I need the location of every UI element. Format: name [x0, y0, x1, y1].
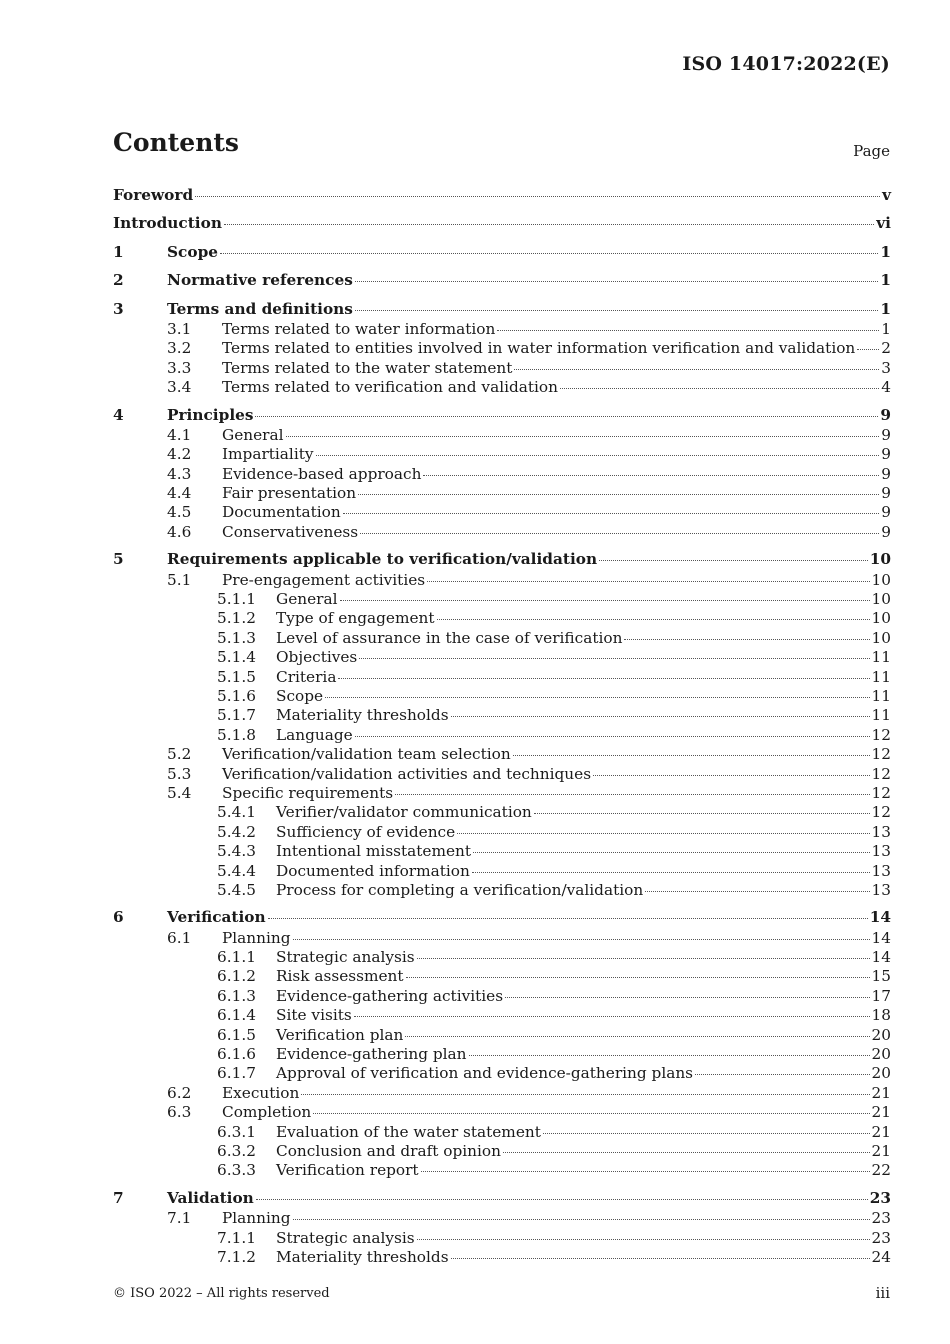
toc-entry-title: Execution [222, 1083, 300, 1102]
toc-entry-page: 14 [871, 948, 891, 967]
toc-entry-number: 6.1.5 [217, 1025, 256, 1044]
toc-dot-leader [513, 754, 870, 756]
toc-entry-title: Validation [167, 1188, 254, 1207]
toc-entry-number: 6 [113, 908, 124, 927]
toc-entry-page: 1 [880, 299, 891, 318]
toc-entry-number: 6.3.2 [217, 1141, 256, 1160]
toc-entry[interactable] [113, 1045, 891, 1064]
toc-entry-page: 1 [880, 242, 891, 261]
page-column-label: Page [853, 142, 890, 160]
toc-entry[interactable] [113, 967, 891, 986]
toc-entry-title: Foreword [113, 186, 194, 204]
toc-entry-page: 11 [871, 706, 891, 725]
toc-dot-leader [405, 1035, 869, 1037]
toc-entry[interactable] [113, 726, 891, 745]
toc-entry[interactable] [113, 445, 891, 464]
toc-entry-number: 5.4.4 [217, 861, 256, 880]
toc-entry-number: 5.4.1 [217, 803, 256, 822]
toc-entry-title: Normative references [167, 271, 353, 290]
toc-entry-title: Terms and definitions [167, 299, 353, 318]
toc-entry-page: 10 [869, 550, 891, 569]
toc-entry-number: 5.2 [167, 745, 192, 764]
toc-entry-title: Evidence-based approach [222, 464, 422, 483]
toc-entry[interactable] [113, 745, 891, 764]
toc-entry-page: 24 [871, 1247, 891, 1266]
toc-entry-page: 14 [869, 908, 891, 927]
toc-entry-number: 3.3 [167, 358, 192, 377]
toc-entry[interactable] [113, 842, 891, 861]
toc-dot-leader [293, 1218, 870, 1220]
toc-entry-page: 12 [871, 783, 891, 802]
toc-dot-leader [514, 368, 879, 370]
toc-entry-page: 17 [871, 986, 891, 1005]
toc-entry-number: 5.1.3 [217, 628, 256, 647]
toc-entry-title: Risk assessment [276, 967, 404, 986]
toc-entry-title: Specific requirements [222, 783, 394, 802]
toc-entry[interactable] [113, 948, 891, 967]
toc-entry[interactable] [113, 292, 891, 320]
toc-dot-leader [355, 735, 870, 737]
toc-dot-leader [224, 223, 874, 225]
toc-dot-leader [645, 890, 869, 892]
toc-entry-number: 5.1 [167, 570, 192, 589]
toc-dot-leader [451, 715, 870, 717]
toc-entry[interactable] [113, 590, 891, 609]
toc-entry[interactable] [113, 186, 891, 206]
toc-entry-number: 5.1.1 [217, 590, 256, 609]
toc-entry-page: 13 [871, 842, 891, 861]
toc-entry-page: 9 [881, 503, 891, 522]
toc-entry-page: 9 [881, 484, 891, 503]
toc-entry-title: Terms related to water information [222, 319, 496, 338]
toc-dot-leader [469, 1054, 870, 1056]
toc-entry-page: 20 [871, 1025, 891, 1044]
toc-entry-page: vi [876, 214, 891, 233]
toc-entry-page: 12 [871, 803, 891, 822]
toc-entry-title: Evaluation of the water statement [276, 1122, 541, 1141]
toc-entry-title: Process for completing a verification/validation [276, 880, 644, 899]
toc-dot-leader [355, 280, 879, 282]
toc-entry-title: Requirements applicable to verification/validation [167, 550, 598, 569]
toc-entry[interactable] [113, 320, 891, 339]
toc-entry-title: Evidence-gathering activities [276, 986, 504, 1005]
page-number: iii [875, 1284, 890, 1302]
toc-dot-leader [421, 1170, 870, 1172]
toc-entry-number: 3.2 [167, 339, 192, 358]
toc-entry[interactable] [113, 1084, 891, 1103]
toc-entry-page: v [882, 186, 891, 204]
toc-entry-title: Level of assurance in the case of verification [276, 628, 623, 647]
toc-entry[interactable] [113, 465, 891, 484]
toc-entry[interactable] [113, 1248, 891, 1267]
toc-dot-leader [359, 657, 869, 659]
toc-entry-page: 9 [881, 464, 891, 483]
toc-entry-page: 21 [871, 1103, 891, 1122]
toc-dot-leader [423, 474, 879, 476]
toc-dot-leader [695, 1073, 869, 1075]
toc-entry-number: 6.2 [167, 1083, 192, 1102]
toc-entry[interactable] [113, 823, 891, 842]
toc-entry-page: 1 [881, 319, 891, 338]
toc-entry-page: 18 [871, 1006, 891, 1025]
toc-dot-leader [354, 1015, 870, 1017]
toc-dot-leader [313, 1112, 869, 1114]
toc-entry-title: Introduction [113, 214, 222, 233]
toc-entry-number: 3.4 [167, 378, 192, 397]
toc-entry-title: Verification/validation activities and techniques [222, 764, 592, 783]
toc-dot-leader [220, 252, 878, 254]
toc-entry-page: 20 [871, 1045, 891, 1064]
toc-entry-page: 12 [871, 764, 891, 783]
toc-dot-leader [301, 1093, 869, 1095]
toc-entry-title: Sufficiency of evidence [276, 822, 456, 841]
toc-entry-title: General [222, 425, 284, 444]
toc-entry-number: 6.1.2 [217, 967, 256, 986]
toc-entry[interactable] [113, 503, 891, 522]
toc-entry[interactable] [113, 881, 891, 900]
toc-entry-title: Planning [222, 1209, 291, 1228]
toc-dot-leader [503, 1151, 870, 1153]
toc-dot-leader [256, 1198, 868, 1200]
toc-entry-number: 5 [113, 550, 124, 569]
toc-entry[interactable] [113, 1142, 891, 1161]
toc-entry-number: 5.4.3 [217, 842, 256, 861]
toc-entry[interactable] [113, 542, 891, 570]
toc-entry[interactable] [113, 523, 891, 542]
toc-entry-number: 6.1.4 [217, 1006, 256, 1025]
toc-entry-page: 3 [881, 358, 891, 377]
toc-entry[interactable] [113, 1209, 891, 1228]
toc-dot-leader [417, 957, 870, 959]
toc-entry-number: 7.1.2 [217, 1247, 256, 1266]
toc-entry[interactable] [113, 987, 891, 1006]
toc-dot-leader [560, 387, 879, 389]
toc-entry-title: Language [276, 725, 353, 744]
toc-entry-number: 4.2 [167, 445, 192, 464]
toc-entry-number: 7 [113, 1188, 124, 1207]
toc-entry-page: 21 [871, 1141, 891, 1160]
toc-entry-number: 4.6 [167, 522, 192, 541]
toc-dot-leader [593, 774, 869, 776]
toc-entry-title: Verification/validation team selection [222, 745, 511, 764]
toc-dot-leader [316, 454, 880, 456]
toc-entry[interactable] [113, 1006, 891, 1025]
toc-entry-page: 11 [871, 648, 891, 667]
toc-entry-number: 5.4.5 [217, 880, 256, 899]
toc-entry-title: Documented information [276, 861, 470, 880]
contents-heading: Contents [113, 128, 240, 157]
toc-entry[interactable] [113, 765, 891, 784]
toc-entry-number: 6.1.7 [217, 1064, 256, 1083]
toc-entry-number: 2 [113, 271, 124, 290]
toc-entry-title: Terms related to entities involved in water information verification and validation [222, 339, 856, 358]
toc-entry[interactable] [113, 687, 891, 706]
toc-entry-number: 4.5 [167, 503, 192, 522]
toc-entry-title: Scope [276, 686, 324, 705]
toc-dot-leader [457, 832, 869, 834]
toc-entry[interactable] [113, 378, 891, 397]
toc-entry-number: 4.3 [167, 464, 192, 483]
toc-entry-title: Approval of verification and evidence-gathering plans [276, 1064, 694, 1083]
toc-entry-page: 22 [871, 1161, 891, 1180]
toc-dot-leader [543, 1132, 870, 1134]
toc-entry-page: 20 [871, 1064, 891, 1083]
toc-dot-leader [497, 329, 879, 331]
toc-entry-page: 2 [881, 339, 891, 358]
toc-entry-number: 6.3 [167, 1103, 192, 1122]
toc-entry-title: Planning [222, 928, 291, 947]
toc-entry-title: Site visits [276, 1006, 352, 1025]
toc-entry-page: 21 [871, 1083, 891, 1102]
toc-entry[interactable] [113, 571, 891, 590]
toc-dot-leader [505, 996, 869, 998]
toc-entry-title: Verification [167, 908, 266, 927]
toc-entry[interactable] [113, 339, 891, 358]
toc-entry-number: 5.4.2 [217, 822, 256, 841]
toc-entry-page: 10 [871, 570, 891, 589]
toc-entry-page: 9 [881, 522, 891, 541]
toc-dot-leader [451, 1257, 870, 1259]
table-of-contents [113, 186, 891, 1267]
toc-entry-page: 9 [880, 405, 891, 424]
toc-entry-title: Principles [167, 405, 254, 424]
toc-dot-leader [325, 696, 869, 698]
toc-entry-page: 11 [871, 667, 891, 686]
toc-entry[interactable] [113, 426, 891, 445]
toc-dot-leader [417, 1238, 870, 1240]
toc-entry-number: 6.1.1 [217, 948, 256, 967]
toc-entry-page: 13 [871, 880, 891, 899]
toc-entry[interactable] [113, 1026, 891, 1045]
toc-entry-page: 9 [881, 445, 891, 464]
toc-entry-title: Impartiality [222, 445, 314, 464]
toc-dot-leader [395, 793, 869, 795]
document-id: ISO 14017:2022(E) [682, 53, 890, 75]
toc-entry-title: Completion [222, 1103, 312, 1122]
toc-entry-title: Materiality thresholds [276, 706, 449, 725]
toc-entry-title: Evidence-gathering plan [276, 1045, 467, 1064]
toc-entry-title: Verifier/validator communication [276, 803, 532, 822]
toc-entry-number: 4.4 [167, 484, 192, 503]
toc-entry-number: 4.1 [167, 425, 192, 444]
toc-entry-number: 5.1.4 [217, 648, 256, 667]
toc-entry[interactable] [113, 1123, 891, 1142]
toc-entry-page: 4 [881, 378, 891, 397]
toc-entry[interactable] [113, 1229, 891, 1248]
toc-dot-leader [286, 435, 880, 437]
toc-dot-leader [343, 512, 880, 514]
toc-entry[interactable] [113, 648, 891, 667]
toc-entry-number: 5.1.6 [217, 686, 256, 705]
toc-entry-title: Pre-engagement activities [222, 570, 426, 589]
toc-entry-page: 10 [871, 590, 891, 609]
toc-entry[interactable] [113, 929, 891, 948]
toc-dot-leader [360, 532, 879, 534]
toc-dot-leader [340, 599, 870, 601]
toc-entry[interactable] [113, 263, 891, 291]
toc-entry-page: 9 [881, 425, 891, 444]
toc-dot-leader [406, 976, 870, 978]
toc-entry-number: 3.1 [167, 319, 192, 338]
toc-entry-title: Fair presentation [222, 484, 357, 503]
toc-entry[interactable] [113, 706, 891, 725]
toc-entry-page: 10 [871, 628, 891, 647]
toc-entry-page: 21 [871, 1122, 891, 1141]
toc-entry-number: 6.1.3 [217, 986, 256, 1005]
toc-entry[interactable] [113, 784, 891, 803]
toc-entry-number: 4 [113, 405, 124, 424]
toc-entry-page: 12 [871, 745, 891, 764]
toc-entry-page: 23 [871, 1228, 891, 1247]
toc-entry[interactable] [113, 359, 891, 378]
toc-entry-title: Documentation [222, 503, 341, 522]
toc-entry[interactable] [113, 398, 891, 426]
toc-entry-title: Verification report [276, 1161, 419, 1180]
toc-entry-page: 15 [871, 967, 891, 986]
toc-entry-title: Materiality thresholds [276, 1247, 449, 1266]
toc-entry-number: 5.4 [167, 783, 192, 802]
toc-entry-title: Objectives [276, 648, 358, 667]
toc-dot-leader [599, 559, 868, 561]
toc-entry-page: 11 [871, 686, 891, 705]
toc-entry[interactable] [113, 1161, 891, 1180]
toc-entry[interactable] [113, 1064, 891, 1083]
toc-dot-leader [624, 638, 869, 640]
toc-entry[interactable] [113, 668, 891, 687]
toc-dot-leader [338, 677, 869, 679]
toc-dot-leader [268, 917, 868, 919]
toc-entry-title: Intentional misstatement [276, 842, 472, 861]
toc-entry-number: 5.1.2 [217, 609, 256, 628]
toc-entry-page: 13 [871, 861, 891, 880]
toc-entry[interactable] [113, 484, 891, 503]
toc-entry-title: Type of engagement [276, 609, 435, 628]
toc-entry-number: 7.1.1 [217, 1228, 256, 1247]
toc-entry-number: 6.1 [167, 928, 192, 947]
toc-dot-leader [473, 851, 869, 853]
toc-entry-number: 5.1.8 [217, 725, 256, 744]
toc-entry-number: 6.3.1 [217, 1122, 256, 1141]
toc-dot-leader [293, 938, 870, 940]
toc-entry-page: 23 [869, 1188, 891, 1207]
toc-entry-page: 14 [871, 928, 891, 947]
toc-dot-leader [195, 195, 880, 197]
toc-entry-title: Terms related to the water statement [222, 358, 513, 377]
toc-dot-leader [857, 348, 879, 350]
toc-entry[interactable] [113, 206, 891, 234]
toc-entry-number: 5.3 [167, 764, 192, 783]
toc-entry-title: Conclusion and draft opinion [276, 1141, 501, 1160]
toc-entry[interactable] [113, 1103, 891, 1122]
toc-entry-page: 23 [871, 1209, 891, 1228]
toc-entry-page: 13 [871, 822, 891, 841]
toc-entry[interactable] [113, 803, 891, 822]
toc-entry-number: 7.1 [167, 1209, 192, 1228]
toc-entry-page: 12 [871, 725, 891, 744]
toc-dot-leader [358, 493, 879, 495]
toc-entry-title: Strategic analysis [276, 948, 415, 967]
toc-dot-leader [437, 618, 870, 620]
toc-entry-number: 6.1.6 [217, 1045, 256, 1064]
toc-entry[interactable] [113, 629, 891, 648]
toc-dot-leader [255, 415, 878, 417]
toc-entry-page: 10 [871, 609, 891, 628]
toc-entry-title: Criteria [276, 667, 337, 686]
toc-entry-title: Scope [167, 242, 218, 261]
toc-dot-leader [472, 871, 870, 873]
toc-entry[interactable] [113, 900, 891, 928]
toc-entry[interactable] [113, 862, 891, 881]
toc-entry-number: 5.1.7 [217, 706, 256, 725]
toc-dot-leader [355, 309, 878, 311]
toc-entry-number: 5.1.5 [217, 667, 256, 686]
toc-entry-number: 1 [113, 242, 124, 261]
toc-entry-title: Terms related to verification and validation [222, 378, 558, 397]
toc-entry-title: Strategic analysis [276, 1228, 415, 1247]
toc-entry-title: General [276, 590, 338, 609]
toc-entry-number: 6.3.3 [217, 1161, 256, 1180]
toc-entry[interactable] [113, 235, 891, 263]
toc-entry[interactable] [113, 1181, 891, 1209]
toc-entry-title: Verification plan [276, 1025, 404, 1044]
toc-entry[interactable] [113, 609, 891, 628]
toc-dot-leader [427, 580, 869, 582]
toc-dot-leader [534, 812, 870, 814]
toc-entry-title: Conservativeness [222, 522, 359, 541]
toc-entry-number: 3 [113, 299, 124, 318]
copyright-notice: © ISO 2022 – All rights reserved [113, 1286, 330, 1301]
toc-entry-page: 1 [880, 271, 891, 290]
